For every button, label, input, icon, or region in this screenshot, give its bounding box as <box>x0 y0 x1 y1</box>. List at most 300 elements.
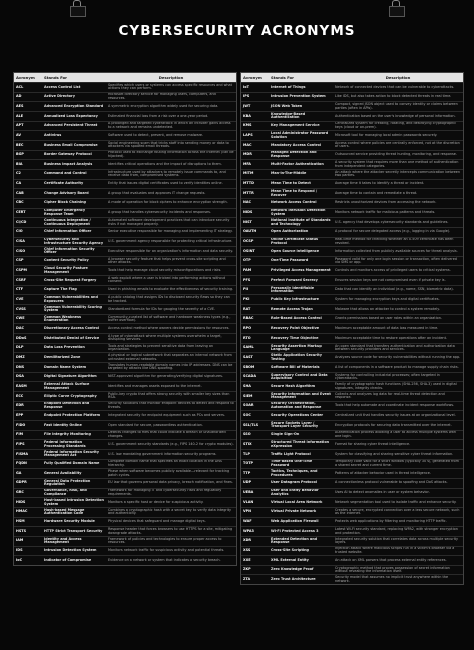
description-cell: An attack where the attacker secretly intercepts communication between two parties. <box>333 169 463 179</box>
stands-for-cell: Hardware Security Module <box>42 517 106 527</box>
table-row <box>14 218 236 228</box>
stands-for-cell: Web Application Firewall <box>269 517 333 527</box>
description-cell: Identifies and manages assets exposed to the internet. <box>106 382 236 392</box>
table-row <box>14 430 236 440</box>
acronym-cell: ALE <box>14 111 42 121</box>
stands-for-cell: Knowledge-Based Authentication <box>269 111 333 121</box>
acronym-cell: RTO <box>241 334 269 344</box>
acronym-cell: IPS <box>241 92 269 102</box>
table-row <box>241 131 463 141</box>
table-row <box>14 546 236 556</box>
table-row <box>241 507 463 517</box>
table-row <box>14 556 236 565</box>
stands-for-cell: Federal Information Processing Standards <box>42 440 106 450</box>
table-row <box>241 256 463 266</box>
description-cell: A type of cyberattack where multiple systems overwhelm a target, disrupting services. <box>106 334 236 344</box>
table-row <box>241 237 463 247</box>
stands-for-cell: Remote Access Trojan <box>269 305 333 315</box>
description-cell: Compact, signed JSON object used to convey identity or claims between parties (often in APIs). <box>333 102 463 112</box>
table-row <box>14 536 236 546</box>
table-row <box>241 575 463 584</box>
description-cell: An attack on XML parsers that process external entity references. <box>333 556 463 566</box>
description-cell: Community-curated list of software and hardware weakness types (e.g., buffer overflow). <box>106 314 236 324</box>
acronym-cell: CA <box>14 179 42 189</box>
acronym-cell: FISMA <box>14 449 42 459</box>
description-cell: Average time it takes to identify a threat or incident. <box>333 179 463 189</box>
table-row <box>14 208 236 218</box>
stands-for-cell: Single Sign-On <box>269 430 333 440</box>
acronym-cell: UDP <box>241 478 269 488</box>
header-description: Description <box>106 73 236 83</box>
acronym-cell: HIDS <box>14 498 42 508</box>
description-cell: Analyzes source code for security vulnerabilities without running the app. <box>333 353 463 363</box>
acronym-cell: PKI <box>241 295 269 305</box>
description-cell: Real-time method for checking whether an X.509 certificate has been revoked. <box>333 237 463 247</box>
table-row <box>241 363 463 373</box>
stands-for-cell: Capture The Flag <box>42 285 106 295</box>
stands-for-cell: Intrusion Detection System <box>42 546 106 556</box>
description-cell: Microsoft tool for managing local admin passwords securely. <box>333 131 463 141</box>
acronym-cell: SAST <box>241 353 269 363</box>
table-row <box>14 247 236 257</box>
acronym-cell: PFS <box>241 276 269 286</box>
stands-for-cell: Mandatory Access Control <box>269 140 333 150</box>
stands-for-cell: Security Information and Event Management <box>269 392 333 402</box>
acronym-cell: CISA <box>14 237 42 247</box>
table-row <box>241 92 463 102</box>
acronym-cell: GRC <box>14 488 42 498</box>
description-cell: U.S. government agency responsible for protecting critical infrastructure. <box>106 237 236 247</box>
stands-for-cell: Cross-Site Scripting <box>269 546 333 556</box>
description-cell: Authentication process allowing a user to access multiple systems with one login. <box>333 430 463 440</box>
stands-for-cell: Annualized Loss Expectancy <box>42 111 106 121</box>
table-row <box>241 353 463 363</box>
description-cell: A browser security feature that helps prevent cross-site scripting and other attacks. <box>106 256 236 266</box>
acronym-cell: NIDS <box>241 208 269 218</box>
table-row <box>241 459 463 469</box>
stands-for-cell: Static Application Security Testing <box>269 353 333 363</box>
acronym-cell: MAC <box>241 140 269 150</box>
description-cell: Controls and monitors access of privileged users to critical systems. <box>333 266 463 276</box>
acronym-cell: OCSP <box>241 237 269 247</box>
table-row <box>241 334 463 344</box>
description-cell: Information collected from publicly available sources for threat analysis. <box>333 247 463 257</box>
table-row <box>241 498 463 508</box>
stands-for-cell: National Institute of Standards and Technology <box>269 218 333 228</box>
acronym-cell: RPO <box>241 324 269 334</box>
table-row <box>241 305 463 315</box>
description-cell: Authentication based on the user's knowledge of personal information. <box>333 111 463 121</box>
table-row <box>14 420 236 430</box>
acronym-cell: GA <box>14 469 42 479</box>
description-cell: Creates a secure, encrypted connection over a less secure network, such as the internet. <box>333 507 463 517</box>
description-cell: Tools that help automate and coordinate incident response workflows. <box>333 401 463 411</box>
stands-for-cell: Advanced Persistent Threat <box>42 121 106 131</box>
stands-for-cell: Personally Identifiable Information <box>269 285 333 295</box>
stands-for-cell: Local Administrator Password Solution <box>269 131 333 141</box>
description-cell: An open standard that transfers authentication and authorization data between security providers and services. <box>333 343 463 353</box>
table-row <box>14 507 236 517</box>
acronym-cell: CAB <box>14 189 42 199</box>
description-cell: Tools that help manage cloud security misconfigurations and risks. <box>106 266 236 276</box>
description-cell: Evidence on a network or system that indicates a security breach. <box>106 556 236 565</box>
table-row <box>241 121 463 131</box>
table-row <box>241 160 463 170</box>
acronym-cell: EDR <box>14 401 42 411</box>
acronym-cell: MITM <box>241 169 269 179</box>
description-cell: A connectionless protocol vulnerable to spoofing and DoS attacks. <box>333 478 463 488</box>
acronym-cell: BEC <box>14 140 42 150</box>
stands-for-cell: Virtual Local Area Network <box>269 498 333 508</box>
table-row <box>241 536 463 546</box>
table-row <box>14 189 236 199</box>
description-cell: A public catalog that assigns IDs to disclosed security flaws so they can be tracked. <box>106 295 236 305</box>
acronym-cell: VLAN <box>241 498 269 508</box>
description-cell: Integrated security solution that correlates data across multiple security layers. <box>333 536 463 546</box>
table-row <box>14 295 236 305</box>
description-cell: Phase when software becomes publicly available—relevant for tracking patch cycles. <box>106 469 236 479</box>
acronym-cell: NAC <box>241 198 269 208</box>
acronym-cell: BGP <box>14 150 42 160</box>
description-cell: Centralized unit that handles security issues at an organizational level. <box>333 411 463 421</box>
acronym-cell: FIPS <box>14 440 42 450</box>
table-row <box>241 440 463 450</box>
table-row <box>14 411 236 421</box>
description-cell: Microsoft directory service for managing users, computers, and resources. <box>106 92 236 102</box>
table-row <box>241 218 463 228</box>
description-cell: Format for sharing cyber threat intelligence. <box>333 440 463 450</box>
acronym-cell: EASM <box>14 382 42 392</box>
description-cell: Framework for managing IT and cybersecurity risks and regulatory requirements. <box>106 488 236 498</box>
stands-for-cell: File Integrity Monitoring <box>42 430 106 440</box>
description-cell: Senior executive responsible for managing and implementing IT strategy. <box>106 227 236 237</box>
acronym-cell: GDPR <box>14 478 42 488</box>
table-row <box>14 459 236 469</box>
table-row <box>241 150 463 160</box>
acronym-cell: MDR <box>241 150 269 160</box>
acronym-cell: DLP <box>14 343 42 353</box>
acronym-cell: STIX <box>241 440 269 450</box>
description-cell: Framework of policies and technologies to ensure proper access to resources. <box>106 536 236 546</box>
description-cell: Data that can identify an individual (e.g., name, SSN, biometric data). <box>333 285 463 295</box>
table-row <box>241 111 463 121</box>
acronym-cell: CSPM <box>14 266 42 276</box>
stands-for-cell: Man-in-The-Middle <box>269 169 333 179</box>
description-cell: Entity that issues digital certificates used to verify identities online. <box>106 179 236 189</box>
stands-for-cell: Endpoint Detection and Response <box>42 401 106 411</box>
stands-for-cell: Distributed Denial of Service <box>42 334 106 344</box>
acronym-cell: SCADA <box>241 372 269 382</box>
description-cell: A list of components in a software product to manage supply chain risks. <box>333 363 463 373</box>
stands-for-cell: Cross-Site Request Forgery <box>42 276 106 286</box>
stands-for-cell: Common Vulnerabilities and Exposures <box>42 295 106 305</box>
description-cell: A symmetric encryption algorithm widely used for securing data. <box>106 102 236 112</box>
description-cell: Average time to contain and remediate a threat. <box>333 189 463 199</box>
acronym-cell: CIO <box>14 227 42 237</box>
acronym-cell: PAM <box>241 266 269 276</box>
acronym-cell: CVSS <box>14 305 42 315</box>
description-cell: Response header that forces browsers to use HTTPS for a site, mitigating downgrade attacks. <box>106 527 236 537</box>
acronym-cell: CTF <box>14 285 42 295</box>
table-row <box>241 314 463 324</box>
acronym-cell: XDR <box>241 536 269 546</box>
description-cell: Outsourced service providing threat hunting, monitoring, and response. <box>333 150 463 160</box>
stands-for-cell: Security Orchestration, Automation and Response <box>269 401 333 411</box>
table-row <box>14 488 236 498</box>
table-row <box>241 247 463 257</box>
acronym-cell: MTTR <box>241 189 269 199</box>
acronym-cell: PII <box>241 285 269 295</box>
table-row <box>241 411 463 421</box>
stands-for-cell: Tactics, Techniques, and Procedures <box>269 469 333 479</box>
acronym-cell: APT <box>14 121 42 131</box>
acronym-cell: SBOM <box>241 363 269 373</box>
stands-for-cell: Active Directory <box>42 92 106 102</box>
acronym-cell: AD <box>14 92 42 102</box>
table-row <box>14 324 236 334</box>
acronym-cell: CSRF <box>14 276 42 286</box>
description-cell: A group that evaluates and approves IT change requests. <box>106 189 236 199</box>
acronym-cell: FIDO <box>14 420 42 430</box>
description-cell: A protocol for secure delegated access (e.g., logging in via Google). <box>333 227 463 237</box>
description-cell: Like IDS, but also takes action to block detected threats in real time. <box>333 92 463 102</box>
acronym-cell: NIST <box>241 218 269 228</box>
acronym-cell: CVE <box>14 295 42 305</box>
stands-for-cell: XML External Entity <box>269 556 333 566</box>
table-row <box>241 420 463 430</box>
stands-for-cell: Public Key Infrastructure <box>269 295 333 305</box>
table-row <box>14 150 236 160</box>
acronym-cell: CBC <box>14 198 42 208</box>
header-description: Description <box>333 73 463 83</box>
stands-for-cell: Network Access Control <box>269 198 333 208</box>
table-row <box>14 305 236 315</box>
acronym-cell: WPA3 <box>241 527 269 537</box>
table-row <box>241 546 463 556</box>
table-row <box>14 401 236 411</box>
stands-for-cell: Virtual Private Network <box>269 507 333 517</box>
stands-for-cell: Role-Based Access Control <box>269 314 333 324</box>
acronym-cell: HSTS <box>14 527 42 537</box>
description-cell: Social engineering scam that tricks staff into sending money or data to attackers via spoofed email threads. <box>106 140 236 150</box>
stands-for-cell: Intrusion Prevention System <box>269 92 333 102</box>
stands-for-cell: Governance, Risk, and Compliance <box>42 488 106 498</box>
description-cell: U.S. agency that develops cybersecurity standards and guidelines. <box>333 218 463 228</box>
table-row <box>14 392 236 402</box>
table-row <box>14 227 236 237</box>
table-row <box>241 276 463 286</box>
description-cell: Access control where policies are centrally enforced, not at the discretion of users. <box>333 140 463 150</box>
table-row <box>241 179 463 189</box>
stands-for-cell: Command and Control <box>42 169 106 179</box>
acronym-cell: IDS <box>14 546 42 556</box>
acronym-cell: DNS <box>14 363 42 373</box>
acronym-cell: JWT <box>241 102 269 112</box>
description-cell: A mode of operation for block ciphers to enhance encryption strength. <box>106 198 236 208</box>
stands-for-cell: General Data Protection Regulation <box>42 478 106 488</box>
table-row <box>241 189 463 199</box>
table-row <box>241 140 463 150</box>
stands-for-cell: Common Weakness Enumeration <box>42 314 106 324</box>
description-cell: System for classifying and sharing sensitive cyber threat information. <box>333 449 463 459</box>
description-cell: Cryptographic method that proves possession of secret information without revealing the information itself. <box>333 565 463 575</box>
description-cell: Open standard for secure, passwordless authentication. <box>106 420 236 430</box>
stands-for-cell: Mean Time to Detect <box>269 179 333 189</box>
acronym-cell: OSINT <box>241 247 269 257</box>
stands-for-cell: Recovery Point Objective <box>269 324 333 334</box>
stands-for-cell: Recovery Time Objective <box>269 334 333 344</box>
stands-for-cell: Open Source Intelligence <box>269 247 333 257</box>
description-cell: Centralized system for creating, rotating, and destroying cryptographic keys (cloud or on-prem). <box>333 121 463 131</box>
table-row <box>241 449 463 459</box>
stands-for-cell: User and Entity Behavior Analytics <box>269 488 333 498</box>
stands-for-cell: Common Vulnerability Scoring System <box>42 305 106 315</box>
description-cell: U.S. law mandating government information security programs. <box>106 449 236 459</box>
description-cell: Public-key crypto that offers strong security with smaller key sizes than RSA. <box>106 392 236 402</box>
description-cell: Protocol used to exchange routing information across the internet (can be hijacked). <box>106 150 236 160</box>
table-row <box>14 276 236 286</box>
acronym-cell: RAT <box>241 305 269 315</box>
table-row <box>241 372 463 382</box>
description-cell: Detects changes to files that could indicate a breach or unauthorized changes. <box>106 430 236 440</box>
description-cell: Protects web applications by filtering and monitoring HTTP traffic. <box>333 517 463 527</box>
acronym-cell: HSM <box>14 517 42 527</box>
table-row <box>14 498 236 508</box>
table-row <box>14 372 236 382</box>
description-cell: U.S. government security standards (e.g., FIPS 140-2 for crypto modules). <box>106 440 236 450</box>
table-row <box>241 324 463 334</box>
description-cell: Patterns of attacker behavior used in threat intelligence. <box>333 469 463 479</box>
stands-for-cell: Hash-based Message Authentication Code <box>42 507 106 517</box>
acronym-cell: FQDN <box>14 459 42 469</box>
acronym-cell: DSA <box>14 372 42 382</box>
acronym-cell: TOTP <box>241 459 269 469</box>
table-row <box>14 285 236 295</box>
stands-for-cell: Federal Information Security Management Act <box>42 449 106 459</box>
stands-for-cell: Security Operations Center <box>269 411 333 421</box>
description-cell: Physical devices that safeguard and manage digital keys. <box>106 517 236 527</box>
table-row <box>14 131 236 141</box>
stands-for-cell: JSON Web Token <box>269 102 333 112</box>
table-row <box>14 353 236 363</box>
stands-for-cell: Content Security Policy <box>42 256 106 266</box>
description-cell: A prolonged and targeted cyberattack in which an intruder gains access to a network and remains undetected. <box>106 121 236 131</box>
description-cell: Security model that assumes no implicit trust anywhere within the network. <box>333 575 463 584</box>
description-cell: A physical or logical subnetwork that separates an internal network from untrusted external networks. <box>106 353 236 363</box>
stands-for-cell: Zero Knowledge Proof <box>269 565 333 575</box>
description-cell: Monitors network traffic for malicious patterns and threats. <box>333 208 463 218</box>
stands-for-cell: Chief Information Officer <box>42 227 106 237</box>
description-cell: Monitors a specific host or device for suspicious activity. <box>106 498 236 508</box>
description-cell: Translates human-readable domain names into IP addresses. DNS can be targeted by attacks like DNS spoofing. <box>106 363 236 373</box>
right-acronym-table <box>240 72 464 585</box>
description-cell: Complete domain name that specifies an exact location in the DNS hierarchy. <box>106 459 236 469</box>
table-row <box>14 478 236 488</box>
description-cell: Security solutions that monitor endpoint devices to detect and respond to threats. <box>106 401 236 411</box>
acronym-cell: CERT <box>14 208 42 218</box>
acronym-cell: CSP <box>14 256 42 266</box>
table-row <box>14 102 236 112</box>
acronym-cell: SHA <box>241 382 269 392</box>
stands-for-cell: Digital Signature Algorithm <box>42 372 106 382</box>
stands-for-cell: Managed Detection and Response <box>269 150 333 160</box>
acronym-cell: SSL/TLS <box>241 420 269 430</box>
acronym-cell: ZTA <box>241 575 269 584</box>
acronym-cell: DDoS <box>14 334 42 344</box>
stands-for-cell: General Availability <box>42 469 106 479</box>
binder-clip-left <box>70 0 84 16</box>
acronym-cell: RBAC <box>241 314 269 324</box>
table-row <box>14 382 236 392</box>
stands-for-cell: Privileged Access Management <box>269 266 333 276</box>
stands-for-cell: Zero Trust Architecture <box>269 575 333 584</box>
acronym-cell: KMS <box>241 121 269 131</box>
table-row <box>14 314 236 324</box>
stands-for-cell: Wi-Fi Protected Access 3 <box>269 527 333 537</box>
description-cell: Access control method where owners decide permissions for resources. <box>106 324 236 334</box>
stands-for-cell: Discretionary Access Control <box>42 324 106 334</box>
table-row <box>14 266 236 276</box>
description-cell: Password valid for only one login session or transaction, often delivered via SMS or app. <box>333 256 463 266</box>
description-cell: Combines a cryptographic hash with a secret key to verify data integrity and authenticity. <box>106 507 236 517</box>
table-row <box>14 363 236 373</box>
stands-for-cell: Internet of Things <box>269 83 333 93</box>
table-row <box>241 478 463 488</box>
stands-for-cell: Software Bill of Materials <box>269 363 333 373</box>
description-cell: Family of cryptographic hash functions (SHA-256, SHA-3) used in digital signatures, integrity checks. <box>333 382 463 392</box>
table-row <box>241 565 463 575</box>
table-row <box>241 401 463 411</box>
table-row <box>241 527 463 537</box>
description-cell: A group that handles cybersecurity incidents and responses. <box>106 208 236 218</box>
acronym-cell: OTP <box>241 256 269 266</box>
table-row <box>14 121 236 131</box>
description-cell: Used in phishing emails to evaluate the effectiveness of security training. <box>106 285 236 295</box>
acronym-cell: CISO <box>14 247 42 257</box>
table-row <box>14 334 236 344</box>
stands-for-cell: Antivirus <box>42 131 106 141</box>
description-cell: Systems for controlling industrial processes; often targeted in cyberattacks. <box>333 372 463 382</box>
acronym-cell: AV <box>14 131 42 141</box>
acronym-cell: EPP <box>14 411 42 421</box>
stands-for-cell: Security Assertion Markup Language <box>269 343 333 353</box>
stands-for-cell: Time-based One-Time Password <box>269 459 333 469</box>
stands-for-cell: Open Authorization <box>269 227 333 237</box>
table-row <box>14 527 236 537</box>
table-row <box>14 92 236 102</box>
header-stands-for: Stands For <box>269 73 333 83</box>
acronym-cell: ACL <box>14 83 42 93</box>
table-row <box>241 285 463 295</box>
binder-clip-right <box>389 0 403 16</box>
header-acronym: Acronym <box>14 73 42 83</box>
stands-for-cell: Elliptic Curve Cryptography <box>42 392 106 402</box>
description-cell: Malware that allows an attacker to control a system remotely. <box>333 305 463 315</box>
description-cell: Temporary code valid for a short window (typically 30 s), generated from a shared secret and current time. <box>333 459 463 469</box>
acronym-cell: ECC <box>14 392 42 402</box>
description-cell: EU law that governs personal data privacy, breach notification, and fines. <box>106 478 236 488</box>
table-row <box>14 440 236 450</box>
stands-for-cell: Perfect Forward Secrecy <box>269 276 333 286</box>
stands-for-cell: Structured Threat Information eXpression <box>269 440 333 450</box>
description-cell: Tools and strategies to prevent sensitive data from leaving an organization. <box>106 343 236 353</box>
stands-for-cell: Business Impact Analysis <box>42 160 106 170</box>
header-stands-for: Stands For <box>42 73 106 83</box>
stands-for-cell: Key Management Service <box>269 121 333 131</box>
stands-for-cell: Online Certificate Status Protocol <box>269 237 333 247</box>
table-row <box>14 140 236 150</box>
description-cell: Specifies which users or systems can access specific resources and what actions they can perform. <box>106 83 236 93</box>
